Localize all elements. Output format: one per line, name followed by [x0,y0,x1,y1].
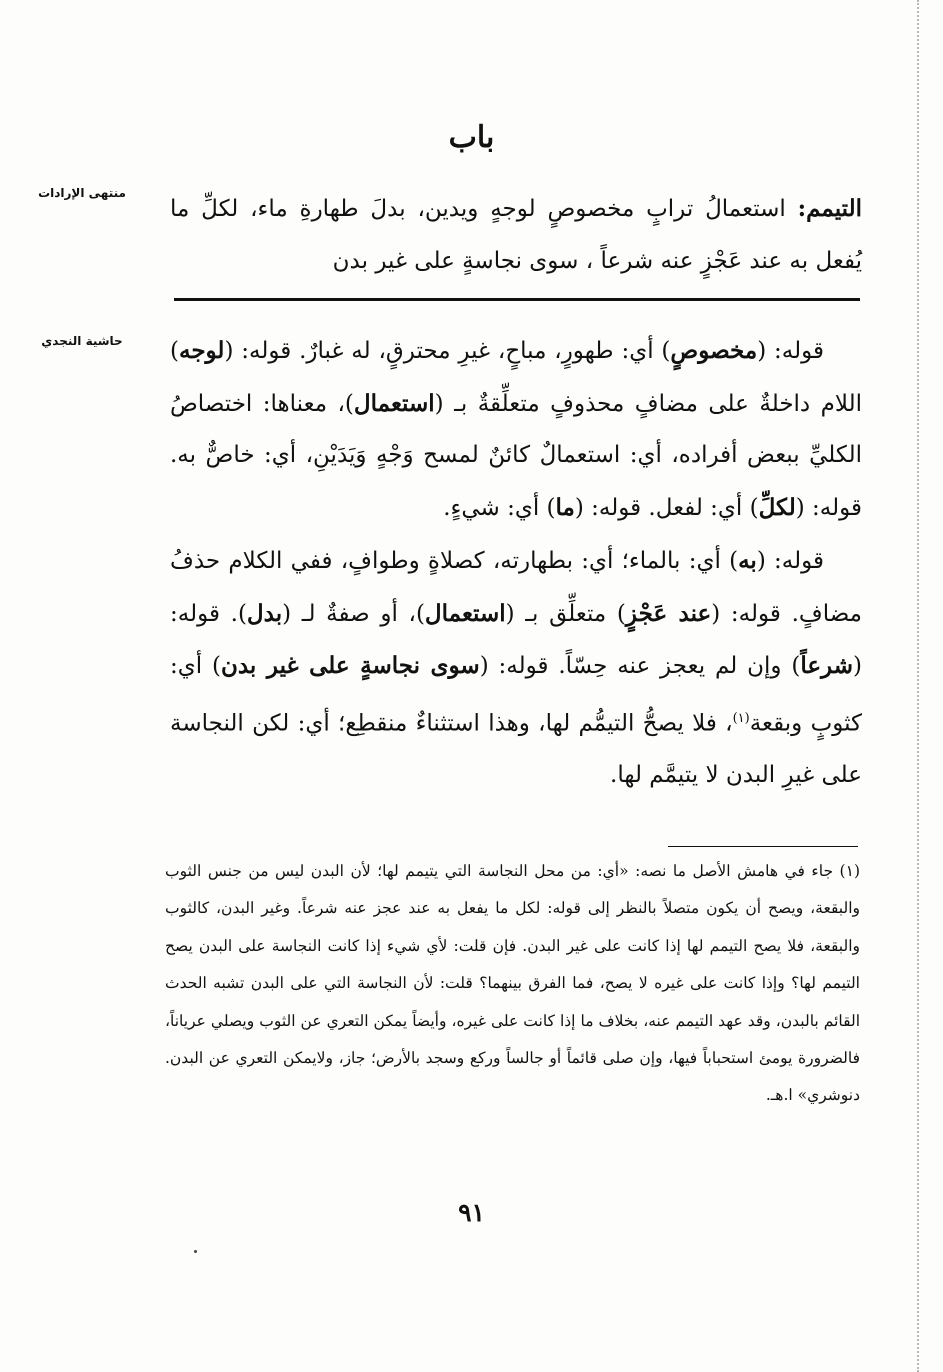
comment-lemma: سوى نجاسةٍ على غير بدن [220,652,480,679]
comment-lemma: استعمال [424,599,506,627]
comment-lemma: بدل [246,599,283,627]
main-text-divider [174,298,860,301]
comment-text: قوله: ( [756,548,824,574]
comment-text: )، معناها: اختصاصُ الكليِّ ببعض أفراده، أي: استعمالٌ كائنٌ لمسح وَجْهٍ وَيَدَيْنِ، أي: خاصٌّ به. قوله: ( [170,390,862,521]
comment-text: ) أي: بالماء؛ أي: بطهارته، كصلاةٍ وطوافٍ، ففي الكلام حذفُ مضافٍ. قوله: ( [170,548,862,627]
comment-lemma: ما [555,493,575,521]
comment-lemma: لوجه [178,337,225,364]
footnote-marker: (١) [732,710,750,726]
comment-text: ) متعلِّق بـ ( [505,600,626,627]
main-text-body: استعمالُ ترابٍ مخصوصٍ لوجهٍ ويدين، بدلَ طهارةِ ماء، لكلِّ ما يُفعل به عند عَجْزٍ عنه شرعاً ، سوى نجاسةٍ على غير بدن [170,196,862,274]
main-text [170,183,862,287]
comment-text: ، فلا يصحُّ التيمُّم لها، وهذا استثناءٌ منقطِع؛ أي: لكن النجاسة على غيرِ البدن لا يتيمَّم لها. [170,710,862,788]
page-number: ٩١ [458,1198,485,1227]
comment-lemma: لكلِّ [758,493,796,521]
comment-text: قوله: ( [757,338,825,364]
footnote: (١) جاء في هامش الأصل ما نصه: «أي: من محل النجاسة التي يتيمم لها؛ لأن البدن ليس من جنس الثوب والبقعة، ويصح أن يكون متصلاً بالنظر إلى قوله: لكل ما يفعل به عند عجز عنه شرعاً. وغير البدن، كالثوب والبقعة، فلا يصح التيمم لها إذا كانت على غير البدن. فإن قلت: لأي شيء إذا كانت النجاسة على البدن يصح التيمم لها؟ وإذا كانت على غيره لا يصح، فما الفرق بينهما؟ قلت: لأن النجاسة التي على البدن تشبه الحدث القائم بالبدن، وقد عهد التيمم عنه، بخلاف ما إذا كانت على غيره، وأيضاً يمكن التعري عن الثوب ويصلي عرياناً، فالضرورة يومئ استحباباً فيها، وإن صلى قائماً أو جالساً وركع وسجد بالأرض؛ جاز، ولايمكن التعري عن البدن. دنوشري» ا.هـ. [165,862,860,1105]
comment-lemma: مخصوصٍ [670,337,758,364]
commentary-paragraph-2 [170,535,862,801]
comment-text: ) اللام داخلةٌ على مضافٍ محذوفٍ متعلِّقةٌ بـ ( [170,338,863,417]
comment-lemma: استعمال [353,389,435,417]
comment-text: )، أو صفةٌ لـ ( [282,600,425,627]
comment-text: ). قوله: ( [170,600,862,679]
comment-text: ) أي: كثوبٍ وبقعة [170,653,862,737]
scan-speck [194,1250,197,1253]
scan-edge-dots [917,0,919,1372]
comment-text: ) أي: طهورٍ، مباحٍ، غيرِ محترقٍ، له غبارٌ. قوله: ( [224,338,671,364]
comment-text: ) وإن لم يعجز عنه حِسّاً. قوله: ( [479,653,801,679]
main-text-term: التيمم: [797,195,862,222]
comment-lemma: عند عَجْزٍ [625,599,712,627]
comment-text: ) أي: شيءٍ. [443,494,556,521]
commentary-source-label: حاشية النجدي [41,334,123,348]
footnote-divider [668,846,858,847]
chapter-title: باب [448,120,495,155]
comment-lemma: به [738,547,757,574]
commentary-paragraph-1 [170,325,862,534]
main-text-source-label: منتهى الإرادات [38,186,126,200]
comment-text: ) أي: لفعل. قوله: ( [574,494,759,521]
comment-lemma: شرعاً [800,652,854,679]
